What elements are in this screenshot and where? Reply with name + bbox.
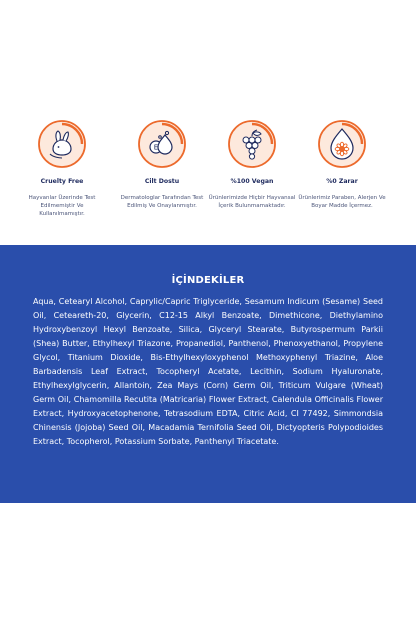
feature-description: Ürünlerimiz Paraben, Alerjen Ve Boyar Madde İçermez. [298,195,386,209]
footer-blank [0,503,416,624]
feature-title: %100 Vegan [230,178,274,185]
ingredients-title: İÇİNDEKİLER [171,275,245,286]
feature-description: Ürünlerimizde Hiçbir Hayvansal İçerik Bulunmamaktadır. [208,195,296,209]
feature-cruelty-free [10,118,114,218]
svg-text:E: E [153,143,159,152]
grape-icon [226,118,278,170]
feature-description: Hayvanlar Üzerinde Test Edilmemiştir Ve Kullanılmamıştır. [28,195,96,217]
feature-skin-friendly [110,118,214,210]
ingredients-list: Aqua, Cetearyl Alcohol, Caprylic/Capric Triglyceride, Sesamum Indicum (Sesame) Seed Oil, Ceteareth-20, Glycerin, C12-15 Alkyl Benzoate, Dimethicone, Diethylamino Hydroxybenzoyl Hexyl Benzoate, Silica, Glyceryl Stearate, Butyrospermum Parkii (Shea) Butter, Ethylhexyl Triazone, Propanediol, Panthenol, Phenoxyethanol, Propylene Glycol, Titanium Dioxide, Bis-Ethylhexyloxyphenol Methoxyphenyl Triazine, Aloe Barbadensis Leaf Extract, Tocopheryl Acetate, Lecithin, Sodium Hyaluronate, Ethylhexylglycerin, Allantoin, Zea Mays (Corn) Germ Oil, Triticum Vulgare (Wheat) Germ Oil, Chamomilla Recutita (Matricaria) Flower Extract, Calendula Officinalis Flower Extract, Hydroxyacetophenone, Tetrasodium EDTA, Citric Acid, CI 77492, Simmondsia Chinensis (Jojoba) Seed Oil, Macadamia Ternifolia Seed Oil, Dictyopteris Polypodioides Extract, Tocopherol, Potassium Sorbate, Panthenyl Triacetate. [33,297,383,446]
feature-title: %0 Zarar [326,178,358,185]
feature-vegan [200,118,304,210]
skin-friendly-icon [136,118,188,170]
rabbit-icon [36,118,88,170]
feature-title: Cruelty Free [40,178,84,185]
drop-flower-icon [316,118,368,170]
ingredients-panel [0,245,416,503]
feature-description: Dermatologlar Tarafından Test Edilmiş Ve Onaylanmıştır. [120,195,204,209]
feature-title: Cilt Dostu [144,178,180,185]
features-section [0,0,416,245]
feature-zero-harm [290,118,394,210]
